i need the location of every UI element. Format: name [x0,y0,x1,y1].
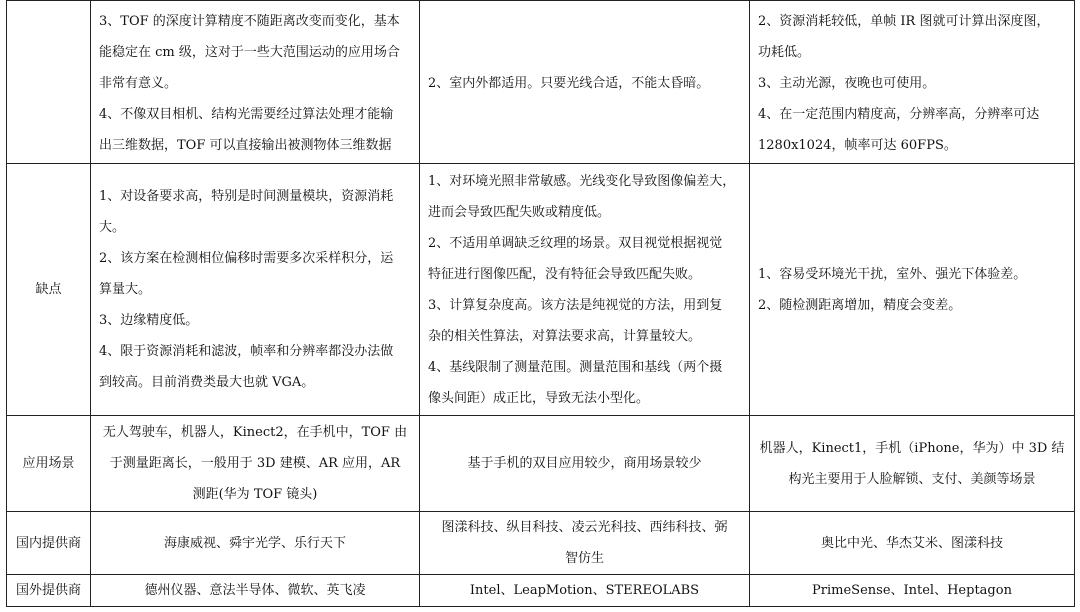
row-disadvantages [7,164,1075,416]
cell-tof-foreign [91,575,420,607]
text-line: 测距(华为 TOF 镜头) [192,487,318,502]
text-line: 4、在一定范围内精度高，分辨率高，分辨率可达 [758,107,1040,122]
row-domestic-vendors [7,512,1075,575]
cell-stereo-disadvantages [420,164,750,416]
cell-stereo-applications [420,416,750,512]
row-label-foreign-vendors: 国外提供商 [7,575,91,607]
text-line: 机器人，Kinect1，手机（iPhone，华为）中 3D 结 [759,440,1065,456]
text-line: 图漾科技、纵目科技、凌云光科技、西纬科技、弼 [441,520,728,535]
text-line: 像头间距）成正比，导致无法小型化。 [428,390,650,406]
cell-structured-disadvantages [750,164,1075,416]
text-line: 德州仪器、意法半导体、微软、英飞凌 [144,583,366,598]
text-line: 基于手机的双目应用较少，商用场景较少 [467,456,702,471]
text-line: 奥比中光、华杰艾米、图漾科技 [820,535,1003,551]
comparison-table [6,0,1075,607]
text-line: 4、限于资源消耗和滤波，帧率和分辨率都没办法做 [99,344,394,359]
text-line: 无人驾驶车，机器人，Kinect2，在手机中，TOF 由 [102,425,408,440]
cell-tof-advantages [91,1,420,164]
text-line: 1280x1024，帧率可达 60FPS。 [758,138,957,153]
text-line: 2、随检测距离增加，精度会变差。 [758,297,962,313]
cell-stereo-advantages [420,1,750,164]
text-line: 智仿生 [564,551,604,566]
text-line: 算量大。 [99,282,152,297]
text-line: 海康威视、舜宇光学、乐行天下 [163,535,346,551]
row-label-disadvantages: 缺点 [7,164,91,416]
text-line: 进而会导致匹配失败或精度低。 [428,204,611,220]
text-line: 3、计算复杂度高。该方法是纯视觉的方法，用到复 [428,297,723,313]
text-line: 2、该方案在检测相位偏移时需要多次采样积分，运 [99,251,394,266]
row-label-applications: 应用场景 [7,416,91,512]
text-line: 4、不像双目相机、结构光需要经过算法处理才能输 [99,107,394,122]
text-line: Intel、LeapMotion、STEREOLABS [469,583,700,598]
text-line: 功耗低。 [758,45,811,60]
text-line: PrimeSense、Intel、Heptagon [812,583,1012,598]
cell-tof-disadvantages [91,164,420,416]
row-label-domestic-vendors: 国内提供商 [7,512,91,575]
text-line: 3、TOF 的深度计算精度不随距离改变而变化，基本 [99,14,400,29]
cell-tof-domestic [91,512,420,575]
cell-structured-domestic [750,512,1075,575]
text-line: 1、对设备要求高，特别是时间测量模块，资源消耗 [99,189,394,204]
cell-structured-advantages [750,1,1075,164]
text-line: 1、容易受环境光干扰，室外、强光下体验差。 [758,266,1027,282]
text-line: 于测量距离长，一般用于 3D 建模、AR 应用，AR [109,456,401,471]
text-line: 3、边缘精度低。 [99,313,199,328]
text-line: 2、资源消耗较低，单帧 IR 图就可计算出深度图， [758,14,1050,29]
text-line: 非常有意义。 [99,76,178,91]
cell-structured-foreign [750,575,1075,607]
row-applications [7,416,1075,512]
text-line: 2、不适用单调缺乏纹理的场景。双目视觉根据视觉 [428,235,723,251]
text-line: 构光主要用于人脸解锁、支付、美颜等场景 [788,471,1036,487]
cell-tof-applications [91,416,420,512]
text-line: 1、对环境光照非常敏感。光线变化导致图像偏差大， [428,173,736,189]
text-line: 出三维数据，TOF 可以直接输出被测物体三维数据 [99,138,392,153]
text-line: 2、室内外都适用。只要光线合适，不能太昏暗。 [428,76,710,91]
row-foreign-vendors [7,575,1075,607]
text-line: 大。 [99,220,126,235]
cell-stereo-domestic [420,512,750,575]
row-label-advantages [7,1,91,164]
text-line: 3、主动光源，夜晚也可使用。 [758,76,936,91]
row-advantages-continued [7,1,1075,164]
text-line: 4、基线限制了测量范围。测量范围和基线（两个摄 [428,359,723,375]
text-line: 能稳定在 cm 级，这对于一些大范围运动的应用场合 [99,45,400,60]
cell-stereo-foreign [420,575,750,607]
text-line: 到较高。目前消费类最大也就 VGA。 [99,375,315,390]
text-line: 特征进行图像匹配，没有特征会导致匹配失败。 [428,266,702,282]
cell-structured-applications [750,416,1075,512]
text-line: 杂的相关性算法，对算法要求高，计算量较大。 [428,328,702,344]
